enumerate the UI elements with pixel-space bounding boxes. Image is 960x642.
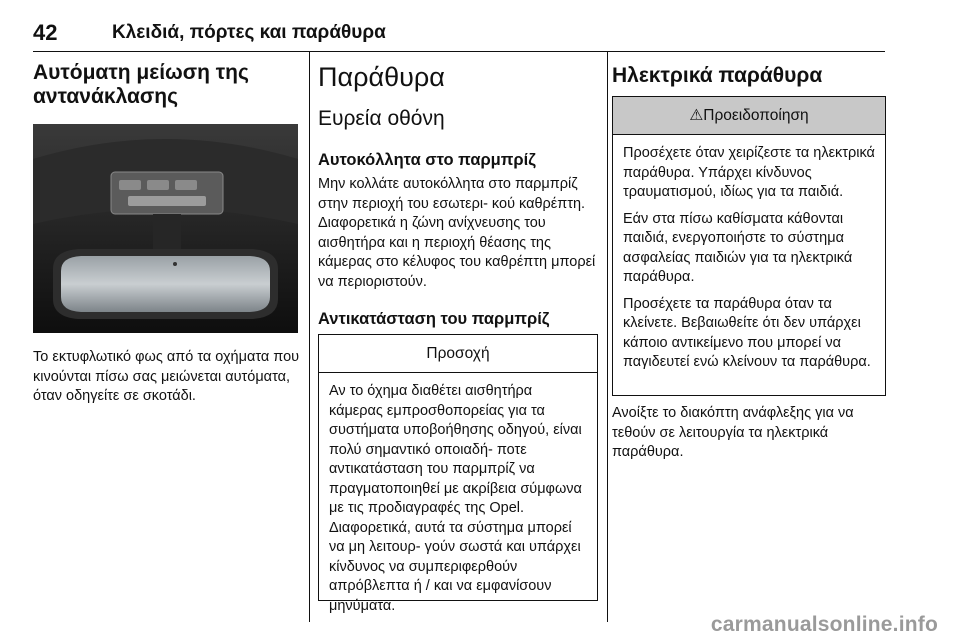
caution-text: Αν το όχημα διαθέτει αισθητήρα κάμερας εμπροσθοπορείας για τα συστήματα υποβοήθησης οδηγού, είναι πολύ σημαντικό οποιαδή- ποτε αντικατάσταση του παρμπρίζ να πραγματοποιηθεί με ακρίβεια σύμφωνα με τις προδιαγραφές της Opel. Διαφορετικά, αυτά τα σύστημα μπορεί να μη λειτουρ- γούν σωστά και υπάρχει κίνδυνος να συμπεριφερθούν απρόβλεπτα ή / και να εμφανίσουν μηνύματα. <box>329 383 582 614</box>
subheading-stickers: Αυτοκόλλητα στο παρμπρίζ <box>318 151 536 169</box>
column-divider-1 <box>309 52 310 622</box>
warning-box <box>612 96 886 396</box>
caution-box <box>318 334 598 614</box>
middle-column <box>318 52 599 642</box>
left-column <box>33 52 300 642</box>
subheading-windscreen-replacement: Αντικατάσταση του παρμπρίζ <box>318 310 550 328</box>
right-column <box>612 52 887 642</box>
stickers-text: Μην κολλάτε αυτοκόλλητα στο παρμπρίζ στην περιοχή του εσωτερι- κού καθρέπτη. Διαφορετικά η ζώνη ανίχνευσης του αισθητήρα και η περιοχή θέασης της κάμερας στο κέλυφος του καθρέπτη μπορεί να περιοριστούν. <box>318 176 596 290</box>
subheading-windscreen: Ευρεία οθόνη <box>318 107 445 130</box>
caution-title: Προσοχή <box>319 335 597 373</box>
page-header-title: Κλειδιά, πόρτες και παράθυρα <box>112 22 386 43</box>
warning-paragraph-3: Προσέχετε τα παράθυρα όταν τα κλείνετε. Βεβαιωθείτε ότι δεν υπάρχει κάποιο αντικείμενο που μπορεί να παγιδευτεί ενώ κλείνουν τα παράθυρα. <box>623 295 871 370</box>
section-heading-windows: Παράθυρα <box>318 62 445 92</box>
rearview-mirror-image <box>33 124 298 333</box>
section-heading-power-windows: Ηλεκτρικά παράθυρα <box>612 64 823 87</box>
column-divider-2 <box>607 52 608 622</box>
warning-title: Προειδοποίηση <box>703 107 809 124</box>
mirror-photo <box>33 124 298 333</box>
warning-paragraph-1: Προσέχετε όταν χειρίζεστε τα ηλεκτρικά παράθυρα. Υπάρχει κίνδυνος τραυματισμού, ιδίως για τα παιδιά. <box>623 145 875 200</box>
warning-triangle-icon: ⚠ <box>689 107 704 124</box>
warning-paragraph-2: Εάν στα πίσω καθίσματα κάθονται παιδιά, ενεργοποιήστε το σύστημα ασφαλείας παιδιών για τα ηλεκτρικά παράθυρα. <box>623 210 853 285</box>
warning-header <box>613 97 885 135</box>
watermark-text: carmanualsonline.info <box>710 613 938 636</box>
page-number: 42 <box>33 20 58 45</box>
photo-caption: Το εκτυφλωτικό φως από τα οχήματα που κινούνται πίσω σας μειώνεται αυτόματα, όταν οδηγείτε σε σκοτάδι. <box>33 349 300 404</box>
section-heading-anti-glare: Αυτόματη μείωση της αντανάκλασης <box>33 61 249 108</box>
ignition-text: Ανοίξτε το διακόπτη ανάφλεξης για να τεθούν σε λειτουργία τα ηλεκτρικά παράθυρα. <box>612 405 854 460</box>
